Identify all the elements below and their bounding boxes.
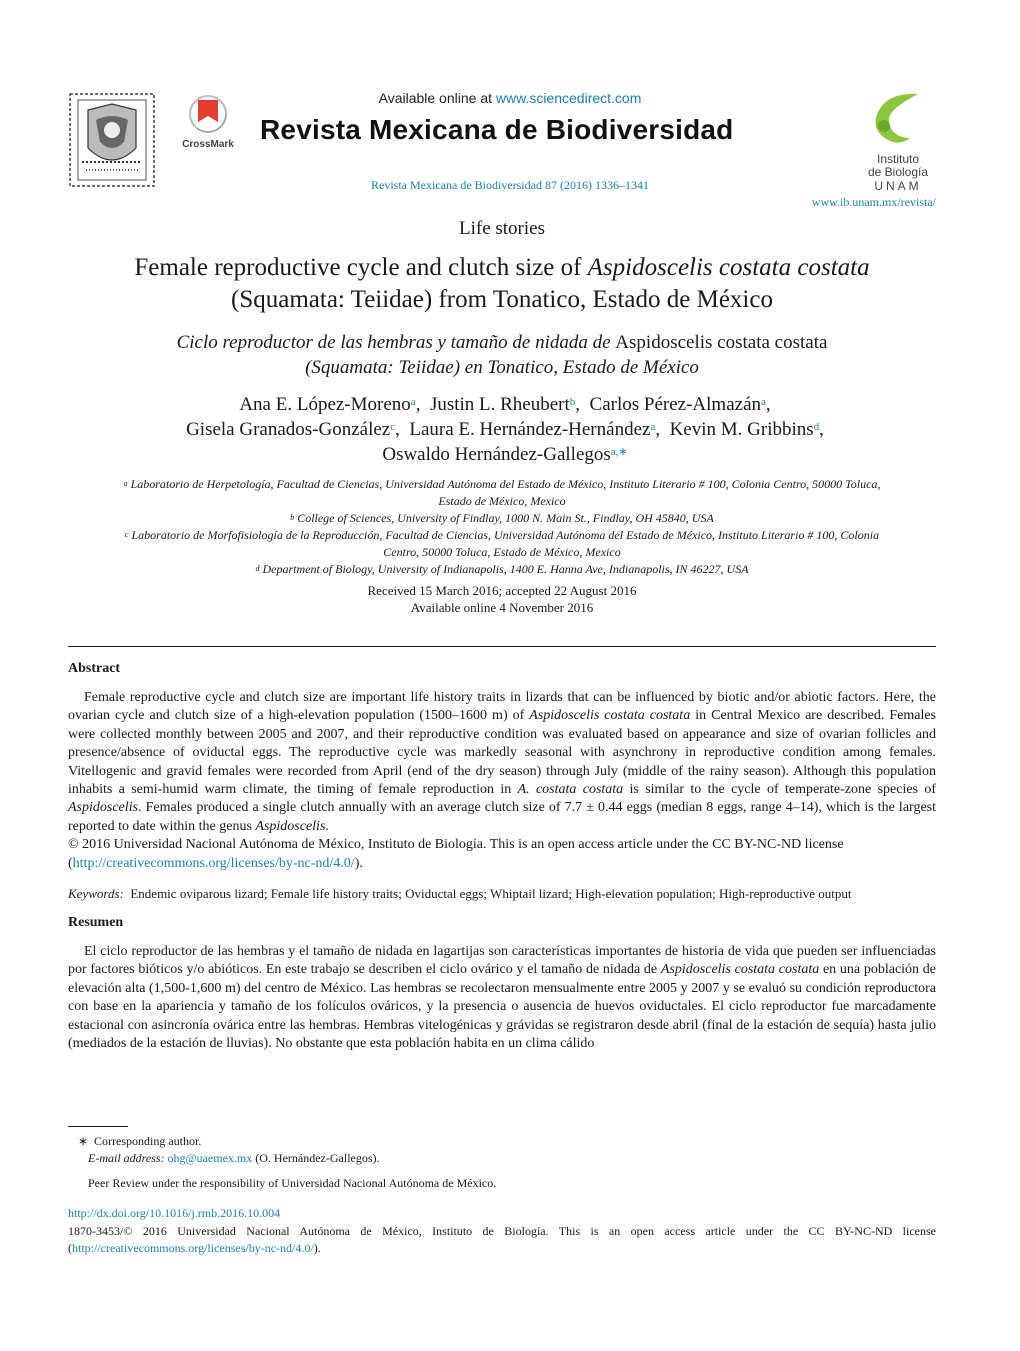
issn-license: (http://creativecommons.org/licenses/by-nc-nd/4.0/). bbox=[68, 1241, 321, 1255]
footnotes bbox=[68, 1133, 936, 1192]
affiliation-a: $^a$ Laboratorio de Herpetología, Facultad de Ciencias, Universidad Autónoma del Estado de México, Instituto Literario # 100, Colonia Centro, 50000 Toluca, bbox=[123, 477, 881, 491]
resumen-body bbox=[68, 943, 936, 1053]
peer-review: Peer Review under the responsibility of Universidad Nacional Autónoma de México. bbox=[88, 1176, 497, 1190]
author[interactable]: Carlos Pérez-Almazán$^a$, bbox=[589, 394, 771, 415]
abstract-license: (http://creativecommons.org/licenses/by-nc-nd/4.0/). bbox=[68, 855, 363, 871]
affiliation-c: $^c$ Laboratorio de Morfofisiología de la Reproducción, Facultad de Ciencias, Universidad Autónoma del Estado de México, Instituto Literario # 100, Colonia bbox=[124, 528, 880, 542]
title-line2: (Squamata: Teiidae) from Tonatico, Estado de México bbox=[231, 286, 773, 313]
abstract-paragraph: Female reproductive cycle and clutch size are important life history traits in lizards that can be influenced by biotic and/or abiotic factors. Here, the ovarian cycle and clutch size of a high-elevation population (1500–1600 m) of Aspidoscelis costata costata in Central Mexico are described. Females were collected monthly between 2005 and 2007, and their reproductive condition was evaluated based on appearance and size of ovarian follicles and presence/absence of oviductal eggs. The reproductive cycle was markedly seasonal with asynchrony in reproductive condition among females. Vitellogenic and gravid females were recorded from April (end of the dry season) through July (middle of the rainy season). Although this population inhabits a semi-humid warm climate, the timing of female reproduction in A. costata costata is similar to the cycle of temperate-zone species of Aspidoscelis. Females produced a single clutch annually with an average clutch size of 7.7 ± 0.44 eggs (median 8 eggs, range 4–14), which is the largest reported to date within the genus Aspidoscelis. bbox=[68, 690, 937, 834]
online-date: Available online 4 November 2016 bbox=[410, 600, 594, 615]
section-label: Life stories bbox=[458, 218, 545, 239]
article-dates bbox=[0, 582, 1004, 616]
affiliations bbox=[68, 476, 936, 578]
crossmark-icon bbox=[178, 92, 238, 136]
institute-line1: Instituto bbox=[876, 152, 920, 166]
resumen-paragraph: El ciclo reproductor de las hembras y el tamaño de nidada en lagartijas son características importantes de historia de vida que pueden ser influenciadas por factores bióticos y/o abióticos. En este trabajo se describen el ciclo ovárico y el tamaño de nidada de Aspidoscelis costata costata en una población de elevación alta (1,500-1,600 m) del centro de México. Las hembras se recolectaron mensualmente entre 2005 y 2007 y se evaluó su condición reproductora con base en la apariencia y tamaño de los folículos ováricos, y la presencia o ausencia de huevos oviductales. El ciclo reproductor fue marcadamente estacional con asincronía ovárica entre las hembras. Hembras vitelogénicas y grávidas se registraron desde abril (final de la estación de sequía) hasta julio (mediados de la estación de lluvias). No obstante que esta población habita en un clima cálido bbox=[68, 944, 936, 1052]
abstract-heading: Abstract bbox=[68, 661, 121, 676]
shell-icon bbox=[858, 90, 938, 148]
journal-title: Revista Mexicana de Biodiversidad bbox=[260, 114, 734, 145]
author-line3 bbox=[60, 442, 950, 467]
license-link[interactable]: http://creativecommons.org/licenses/by-nc-nd/4.0/ bbox=[72, 855, 355, 871]
footnote-rule bbox=[68, 1126, 128, 1127]
author-list bbox=[60, 392, 950, 467]
issn-license-link[interactable]: http://creativecommons.org/licenses/by-nc-nd/4.0/ bbox=[72, 1241, 314, 1255]
journal-citation[interactable]: Revista Mexicana de Biodiversidad 87 (2016) 1336–1341 bbox=[371, 178, 649, 192]
author-line2 bbox=[60, 417, 950, 442]
doi-link[interactable]: http://dx.doi.org/10.1016/j.rmb.2016.10.004 bbox=[68, 1206, 281, 1220]
corresponding-author: ∗ Corresponding author. bbox=[77, 1134, 202, 1148]
unam-seal-logo bbox=[68, 90, 156, 190]
received-date: Received 15 March 2016; accepted 22 August 2016 bbox=[367, 583, 637, 598]
available-online bbox=[260, 90, 760, 106]
author[interactable]: Justin L. Rheubert$^b$, bbox=[429, 394, 581, 415]
title-species: Aspidoscelis costata costata bbox=[587, 254, 870, 281]
article-title bbox=[0, 252, 1004, 316]
author[interactable]: Ana E. López-Moreno$^a$, bbox=[239, 394, 421, 415]
institute-url[interactable]: www.ib.unam.mx/revista/ bbox=[811, 195, 936, 209]
crossmark-logo[interactable] bbox=[178, 92, 238, 154]
affiliation-d: $^d$ Department of Biology, University of Indianapolis, 1400 E. Hanna Ave, Indianapolis, IN 46227, USA bbox=[255, 562, 749, 576]
institute-line3: UNAM bbox=[874, 179, 922, 193]
affiliation-a-cont: Estado de México, Mexico bbox=[438, 494, 566, 508]
resumen-heading: Resumen bbox=[68, 915, 124, 930]
subtitle-species: Aspidoscelis costata costata bbox=[615, 332, 828, 353]
author[interactable]: Oswaldo Hernández-Gallegos$^{a,∗}$ bbox=[382, 444, 628, 465]
available-prefix: Available online at bbox=[378, 90, 496, 106]
keywords-label: Keywords: bbox=[68, 886, 124, 901]
author[interactable]: Kevin M. Gribbins$^d$, bbox=[669, 419, 824, 440]
article-subtitle bbox=[0, 330, 1004, 380]
author[interactable]: Laura E. Hernández-Hernández$^a$, bbox=[409, 419, 661, 440]
email-link[interactable]: ohg@uaemex.mx bbox=[167, 1151, 253, 1165]
affiliation-c-cont: Centro, 50000 Toluca, Estado de México, Mexico bbox=[383, 545, 621, 559]
issn-line: 1870-3453/© 2016 Universidad Nacional Autónoma de México, Instituto de Biología. This is an open access article under the CC BY-NC-ND license bbox=[68, 1224, 936, 1238]
keywords-text: Endemic oviparous lizard; Female life history traits; Oviductal eggs; Whiptail lizard; High-elevation population; High-reproductive output bbox=[130, 886, 852, 901]
divider bbox=[68, 646, 936, 647]
keywords bbox=[68, 886, 936, 902]
author[interactable]: Gisela Granados-González$^c$, bbox=[186, 419, 400, 440]
crossmark-label: CrossMark bbox=[182, 139, 234, 150]
instituto-biologia-logo bbox=[858, 90, 938, 193]
institute-line2: de Biología bbox=[867, 165, 929, 179]
affiliation-b: $^b$ College of Sciences, University of Findlay, 1000 N. Main St., Findlay, OH 45840, USA bbox=[290, 511, 714, 525]
sciencedirect-link[interactable]: www.sciencedirect.com bbox=[495, 90, 642, 106]
author-line1 bbox=[60, 392, 950, 417]
subtitle-line1: Ciclo reproductor de las hembras y tamaño de nidada de Aspidoscelis costata costata bbox=[176, 332, 828, 353]
email-line: E-mail address: ohg@uaemex.mx (O. Hernández-Gallegos). bbox=[88, 1151, 380, 1165]
abstract-copyright: © 2016 Universidad Nacional Autónoma de México, Instituto de Biología. This is an open access article under the CC BY-NC-ND license bbox=[68, 837, 844, 853]
title-line1: Female reproductive cycle and clutch size of Aspidoscelis costata costata bbox=[134, 254, 870, 281]
subtitle-line2: (Squamata: Teiidae) en Tonatico, Estado de México bbox=[305, 357, 699, 378]
abstract-body bbox=[68, 689, 936, 873]
